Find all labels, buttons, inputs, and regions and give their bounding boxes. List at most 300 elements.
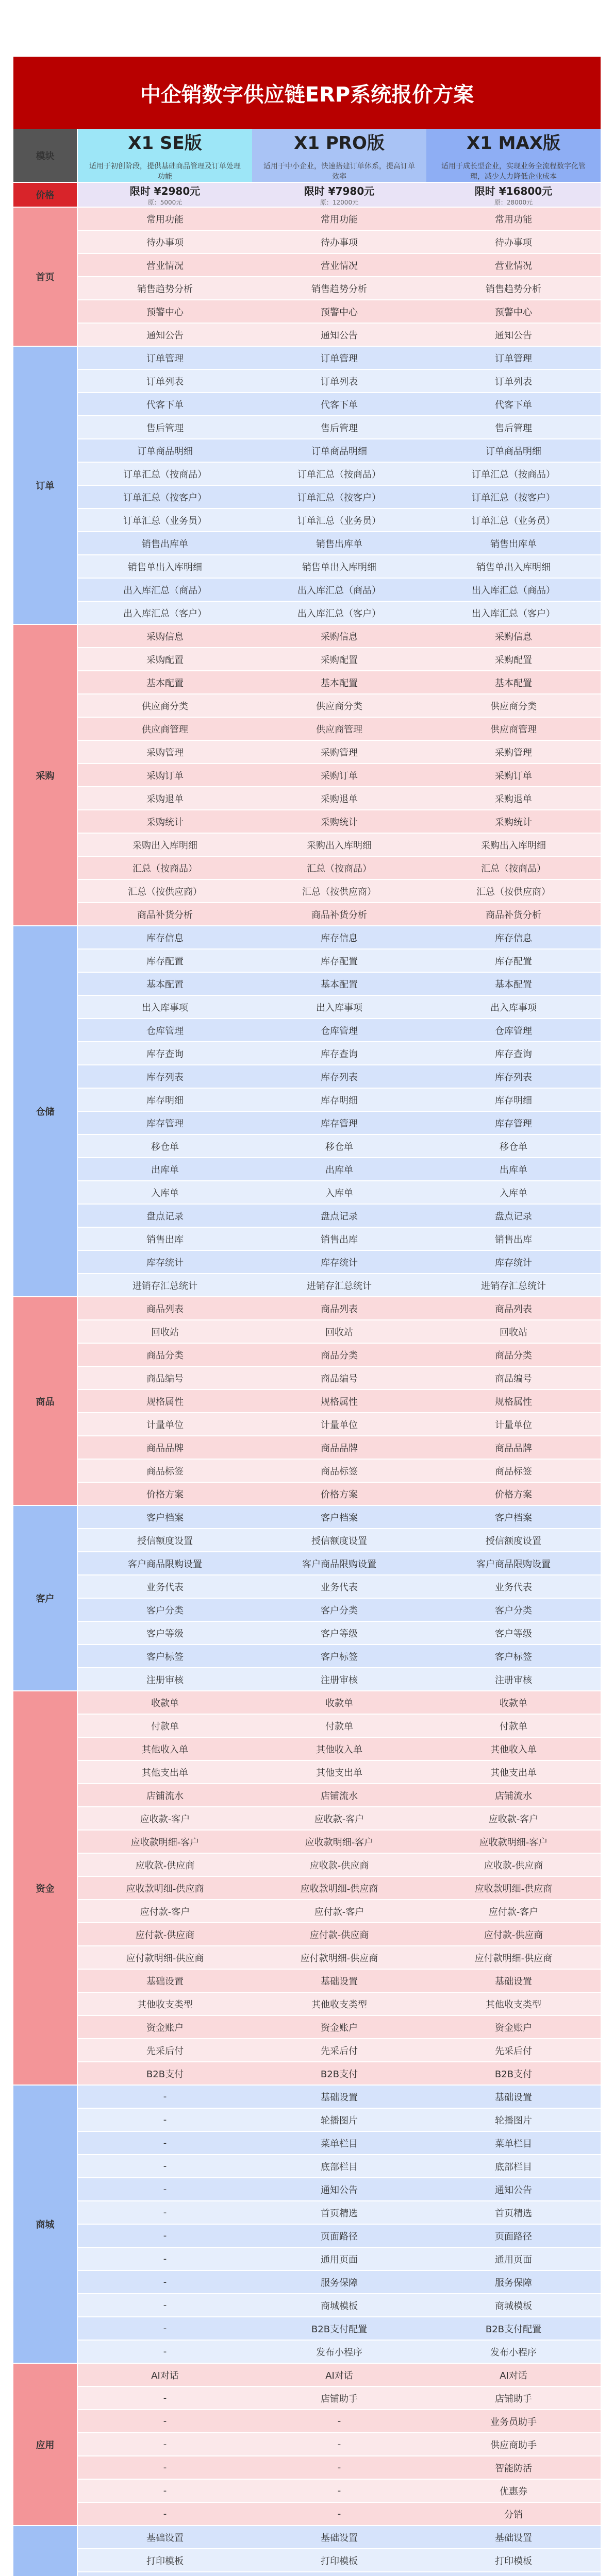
- feature-cell: 应付款明细-供应商: [426, 1946, 601, 1970]
- feature-cell: 基础设置: [426, 2526, 601, 2549]
- feature-cell: 常用功能: [252, 208, 426, 231]
- feature-cell: 基本配置: [78, 973, 252, 996]
- feature-cell: 商品分类: [426, 1344, 601, 1367]
- feature-cell: 采购统计: [426, 810, 601, 834]
- feature-cell: 首页精选: [252, 2201, 426, 2225]
- feature-cell: 销售单出入库明细: [78, 555, 252, 579]
- feature-cell: -: [78, 2503, 252, 2526]
- feature-cell: 汇总（按供应商）: [426, 880, 601, 903]
- feature-cell: -: [78, 2480, 252, 2503]
- feature-cell: 计量单位: [78, 1413, 252, 1436]
- feature-cell: 供应商管理: [78, 718, 252, 741]
- feature-row: [13, 973, 601, 996]
- feature-cell: 商品标签: [78, 1460, 252, 1483]
- feature-cell: 库存列表: [426, 1065, 601, 1089]
- feature-cell: 基础设置: [252, 2526, 426, 2549]
- feature-row: [13, 1946, 601, 1970]
- feature-cell: 店铺流水: [426, 1784, 601, 1807]
- feature-row: [13, 1761, 601, 1784]
- feature-cell: 订单商品明细: [252, 439, 426, 463]
- feature-cell: 汇总（按供应商）: [78, 880, 252, 903]
- feature-cell: 订单商品明细: [78, 439, 252, 463]
- feature-cell: AI对话: [252, 2364, 426, 2387]
- feature-cell: 其他收支类型: [78, 1993, 252, 2016]
- feature-cell: 采购配置: [252, 648, 426, 671]
- feature-row: [13, 1181, 601, 1205]
- feature-row: [13, 1784, 601, 1807]
- feature-cell: AI对话: [78, 2364, 252, 2387]
- feature-cell: 先采后付: [426, 2039, 601, 2062]
- feature-cell: 盘点记录: [426, 1205, 601, 1228]
- feature-cell: 业务代表: [78, 1575, 252, 1599]
- feature-cell: 盘点记录: [78, 1205, 252, 1228]
- feature-cell: 仓库管理: [252, 1019, 426, 1042]
- feature-cell: 库存列表: [252, 1065, 426, 1089]
- feature-cell: 库存查询: [426, 1042, 601, 1065]
- feature-cell: 商品品牌: [426, 1436, 601, 1460]
- feature-cell: 进销存汇总统计: [426, 1274, 601, 1297]
- feature-cell: 基础设置: [252, 1970, 426, 1993]
- feature-cell: 入库单: [252, 1181, 426, 1205]
- feature-cell: 商品补货分析: [426, 903, 601, 926]
- feature-row: [13, 2364, 601, 2387]
- feature-cell: -: [78, 2271, 252, 2294]
- feature-cell: 库存列表: [78, 1065, 252, 1089]
- feature-cell: 注册审核: [78, 1668, 252, 1691]
- feature-cell: 预警中心: [426, 300, 601, 324]
- feature-cell: 客户商品限购设置: [252, 1552, 426, 1575]
- feature-cell: 采购管理: [426, 741, 601, 764]
- feature-cell: 客户分类: [426, 1599, 601, 1622]
- feature-cell: 订单汇总（按商品）: [252, 463, 426, 486]
- feature-cell: 订单汇总（按客户）: [78, 486, 252, 509]
- module-label: 应用: [13, 2364, 78, 2526]
- feature-row: [13, 1089, 601, 1112]
- feature-row: [13, 1506, 601, 1529]
- feature-cell: 资金账户: [78, 2016, 252, 2039]
- feature-cell: 应收款明细-供应商: [426, 1877, 601, 1900]
- feature-cell: 销售趋势分析: [78, 277, 252, 300]
- feature-cell: 通用页面: [426, 2248, 601, 2271]
- feature-cell: 出入库汇总（客户）: [426, 602, 601, 625]
- feature-row: [13, 648, 601, 671]
- feature-cell: 订单商品明细: [426, 439, 601, 463]
- feature-cell: 采购配置: [78, 648, 252, 671]
- page-title: 中企销数字供应链ERP系统报价方案: [13, 57, 601, 129]
- feature-cell: 基本配置: [78, 671, 252, 694]
- feature-cell: 首页精选: [426, 2201, 601, 2225]
- feature-row: [13, 602, 601, 625]
- feature-cell: 供应商管理: [426, 718, 601, 741]
- price-header: 价格: [13, 183, 78, 208]
- feature-row: [13, 1042, 601, 1065]
- feature-row: [13, 555, 601, 579]
- feature-cell: 通用页面: [252, 2248, 426, 2271]
- feature-cell: 应付款-客户: [426, 1900, 601, 1923]
- feature-cell: 出库单: [426, 1158, 601, 1181]
- feature-cell: -: [78, 2317, 252, 2341]
- feature-row: [13, 1297, 601, 1320]
- feature-cell: 智能防活: [426, 2456, 601, 2480]
- feature-cell: 商品品牌: [252, 1436, 426, 1460]
- feature-cell: 商品标签: [252, 1460, 426, 1483]
- feature-cell: 应收款-客户: [252, 1807, 426, 1831]
- feature-row: [13, 1970, 601, 1993]
- feature-cell: 轮播图片: [426, 2109, 601, 2132]
- feature-cell: 出入库汇总（商品）: [78, 579, 252, 602]
- feature-row: [13, 393, 601, 416]
- feature-cell: 商品补货分析: [78, 903, 252, 926]
- price-pro: [252, 183, 426, 208]
- feature-cell: 订单管理: [78, 347, 252, 370]
- feature-cell: 回收站: [426, 1320, 601, 1344]
- feature-cell: -: [78, 2109, 252, 2132]
- feature-cell: 代客下单: [78, 393, 252, 416]
- module-label: 资金: [13, 1691, 78, 2086]
- feature-cell: 客户商品限购设置: [426, 1552, 601, 1575]
- plan-name: X1 PRO版: [294, 133, 385, 154]
- feature-cell: 预警中心: [78, 300, 252, 324]
- feature-row: [13, 1065, 601, 1089]
- feature-cell: -: [78, 2086, 252, 2109]
- feature-cell: 采购退单: [252, 787, 426, 810]
- feature-cell: 商品分类: [78, 1344, 252, 1367]
- feature-cell: 应付款-供应商: [426, 1923, 601, 1946]
- feature-cell: 供应商管理: [252, 718, 426, 741]
- feature-cell: 采购出入库明细: [252, 834, 426, 857]
- feature-cell: 菜单栏目: [426, 2132, 601, 2155]
- feature-cell: 页面路径: [252, 2225, 426, 2248]
- feature-cell: 应付款-客户: [78, 1900, 252, 1923]
- feature-cell: 其他支出单: [252, 1761, 426, 1784]
- feature-cell: 其他收入单: [426, 1738, 601, 1761]
- feature-cell: 收款单: [426, 1691, 601, 1715]
- feature-cell: 基本配置: [426, 671, 601, 694]
- feature-row: [13, 764, 601, 787]
- feature-cell: 先采后付: [78, 2039, 252, 2062]
- feature-cell: 代客下单: [426, 393, 601, 416]
- feature-cell: 售后管理: [252, 416, 426, 439]
- feature-cell: 进销存汇总统计: [78, 1274, 252, 1297]
- feature-cell: 采购出入库明细: [426, 834, 601, 857]
- feature-cell: 轮播图片: [252, 2109, 426, 2132]
- feature-cell: 商品编号: [252, 1367, 426, 1390]
- plan-pro: [252, 129, 426, 183]
- feature-cell: 基本配置: [426, 973, 601, 996]
- plan-name: X1 SE版: [128, 133, 202, 154]
- feature-cell: 入库单: [78, 1181, 252, 1205]
- feature-cell: 常用功能: [78, 208, 252, 231]
- price-original: 原：12000元: [320, 199, 359, 206]
- feature-row: [13, 1413, 601, 1436]
- feature-cell: 供应商分类: [78, 694, 252, 718]
- feature-cell: 应收款明细-客户: [426, 1831, 601, 1854]
- feature-row: [13, 231, 601, 254]
- feature-row: [13, 2248, 601, 2271]
- module-label: 订单: [13, 347, 78, 625]
- feature-cell: [252, 2572, 426, 2576]
- feature-cell: 店铺流水: [252, 1784, 426, 1807]
- feature-row: [13, 2526, 601, 2549]
- price-current: 限时 ¥2980元: [129, 185, 201, 197]
- feature-cell: 客户标签: [426, 1645, 601, 1668]
- feature-cell: 库存管理: [426, 1112, 601, 1135]
- feature-row: [13, 2016, 601, 2039]
- feature-cell: 订单汇总（业务员）: [252, 509, 426, 532]
- price-max: [426, 183, 601, 208]
- feature-cell: 仓库管理: [426, 1019, 601, 1042]
- feature-row: [13, 857, 601, 880]
- module-label: 商城: [13, 2086, 78, 2364]
- feature-row: [13, 2039, 601, 2062]
- feature-cell: 基础设置: [426, 2086, 601, 2109]
- plan-header-row: [13, 129, 601, 183]
- feature-cell: 采购订单: [252, 764, 426, 787]
- feature-row: [13, 2062, 601, 2086]
- feature-cell: 出库单: [78, 1158, 252, 1181]
- feature-cell: 页面路径: [426, 2225, 601, 2248]
- feature-row: [13, 439, 601, 463]
- feature-row: [13, 1367, 601, 1390]
- feature-cell: 价格方案: [252, 1483, 426, 1506]
- feature-cell: B2B支付: [252, 2062, 426, 2086]
- feature-cell: 业务代表: [252, 1575, 426, 1599]
- feature-row: [13, 208, 601, 231]
- feature-cell: 采购管理: [78, 741, 252, 764]
- feature-cell: 通知公告: [252, 2178, 426, 2201]
- feature-cell: 采购管理: [252, 741, 426, 764]
- feature-cell: 预警中心: [252, 300, 426, 324]
- feature-cell: 服务保障: [426, 2271, 601, 2294]
- feature-cell: 商品列表: [78, 1297, 252, 1320]
- feature-cell: -: [252, 2410, 426, 2433]
- feature-cell: 出入库汇总（商品）: [252, 579, 426, 602]
- feature-cell: 出入库汇总（客户）: [252, 602, 426, 625]
- feature-cell: 商品列表: [426, 1297, 601, 1320]
- feature-cell: 客户档案: [252, 1506, 426, 1529]
- feature-cell: 库存查询: [252, 1042, 426, 1065]
- feature-cell: 分销: [426, 2503, 601, 2526]
- feature-cell: 汇总（按商品）: [252, 857, 426, 880]
- feature-cell: [78, 2572, 252, 2576]
- feature-cell: 销售趋势分析: [426, 277, 601, 300]
- feature-cell: 出库单: [252, 1158, 426, 1181]
- feature-row: [13, 2086, 601, 2109]
- feature-cell: 其他收支类型: [252, 1993, 426, 2016]
- feature-cell: 应付款明细-供应商: [252, 1946, 426, 1970]
- feature-row: [13, 2456, 601, 2480]
- feature-row: [13, 2294, 601, 2317]
- feature-cell: 库存明细: [252, 1089, 426, 1112]
- feature-cell: 打印模板: [78, 2549, 252, 2572]
- feature-row: [13, 2410, 601, 2433]
- feature-cell: 规格属性: [426, 1390, 601, 1413]
- feature-row: [13, 324, 601, 347]
- feature-row: [13, 718, 601, 741]
- feature-cell: 规格属性: [78, 1390, 252, 1413]
- feature-cell: 通知公告: [426, 2178, 601, 2201]
- feature-cell: 通知公告: [426, 324, 601, 347]
- feature-row: [13, 2341, 601, 2364]
- feature-cell: 采购出入库明细: [78, 834, 252, 857]
- feature-cell: 资金账户: [252, 2016, 426, 2039]
- feature-cell: 计量单位: [252, 1413, 426, 1436]
- feature-cell: 库存明细: [426, 1089, 601, 1112]
- price-row: [13, 183, 601, 208]
- feature-row: [13, 2387, 601, 2410]
- feature-cell: 待办事项: [426, 231, 601, 254]
- feature-cell: 付款单: [426, 1715, 601, 1738]
- feature-row: [13, 2178, 601, 2201]
- feature-cell: 库存信息: [426, 926, 601, 950]
- feature-cell: 出入库汇总（商品）: [426, 579, 601, 602]
- feature-row: [13, 2480, 601, 2503]
- feature-cell: 库存配置: [426, 950, 601, 973]
- feature-cell: 客户等级: [426, 1622, 601, 1645]
- feature-cell: 发布小程序: [426, 2341, 601, 2364]
- feature-row: [13, 2549, 601, 2572]
- feature-cell: 商品补货分析: [252, 903, 426, 926]
- feature-row: [13, 1923, 601, 1946]
- feature-cell: 客户分类: [252, 1599, 426, 1622]
- feature-cell: 销售单出入库明细: [426, 555, 601, 579]
- feature-row: [13, 1599, 601, 1622]
- feature-cell: 供应商助手: [426, 2433, 601, 2456]
- feature-row: [13, 1460, 601, 1483]
- feature-cell: 库存统计: [426, 1251, 601, 1274]
- feature-row: [13, 1251, 601, 1274]
- feature-cell: 出入库事项: [426, 996, 601, 1019]
- feature-cell: 移仓单: [252, 1135, 426, 1158]
- feature-cell: 汇总（按供应商）: [252, 880, 426, 903]
- feature-cell: 移仓单: [78, 1135, 252, 1158]
- feature-cell: -: [252, 2456, 426, 2480]
- feature-row: [13, 2271, 601, 2294]
- feature-cell: -: [252, 2480, 426, 2503]
- feature-cell: 应付款-客户: [252, 1900, 426, 1923]
- feature-cell: 店铺助手: [426, 2387, 601, 2410]
- feature-cell: 采购退单: [426, 787, 601, 810]
- feature-row: [13, 2503, 601, 2526]
- feature-cell: 打印模板: [252, 2549, 426, 2572]
- feature-cell: 库存管理: [252, 1112, 426, 1135]
- feature-cell: 业务员助手: [426, 2410, 601, 2433]
- feature-cell: B2B支付: [426, 2062, 601, 2086]
- feature-cell: 采购统计: [78, 810, 252, 834]
- feature-cell: 库存配置: [252, 950, 426, 973]
- feature-cell: 库存明细: [78, 1089, 252, 1112]
- feature-cell: -: [78, 2248, 252, 2271]
- feature-row: [13, 347, 601, 370]
- feature-cell: 授信额度设置: [426, 1529, 601, 1552]
- feature-row: [13, 694, 601, 718]
- feature-row: [13, 1320, 601, 1344]
- pricing-page: [0, 57, 614, 2576]
- feature-row: [13, 1668, 601, 1691]
- feature-cell: 应收款-供应商: [252, 1854, 426, 1877]
- feature-row: [13, 1691, 601, 1715]
- feature-cell: 商品编号: [78, 1367, 252, 1390]
- feature-cell: 基础设置: [78, 2526, 252, 2549]
- feature-cell: 营业情况: [426, 254, 601, 277]
- feature-row: [13, 1854, 601, 1877]
- feature-cell: 其他收支类型: [426, 1993, 601, 2016]
- feature-cell: 店铺流水: [78, 1784, 252, 1807]
- feature-cell: 入库单: [426, 1181, 601, 1205]
- feature-row: [13, 1575, 601, 1599]
- feature-row: [13, 579, 601, 602]
- feature-cell: 业务代表: [426, 1575, 601, 1599]
- feature-cell: 应付款-供应商: [78, 1923, 252, 1946]
- feature-cell: 销售出库: [252, 1228, 426, 1251]
- module-label: 首页: [13, 208, 78, 347]
- feature-row: [13, 2155, 601, 2178]
- module-label: [13, 2526, 78, 2576]
- feature-row: [13, 300, 601, 324]
- plan-desc: 适用于成长型企业，实现业务全流程数字化管理，减少人力降低企业成本: [441, 162, 586, 181]
- feature-row: [13, 1738, 601, 1761]
- feature-cell: 通知公告: [78, 324, 252, 347]
- module-label: 采购: [13, 625, 78, 926]
- feature-cell: 订单列表: [426, 370, 601, 393]
- feature-cell: 回收站: [252, 1320, 426, 1344]
- feature-cell: B2B支付: [78, 2062, 252, 2086]
- feature-row: [13, 903, 601, 926]
- feature-cell: 仓库管理: [78, 1019, 252, 1042]
- feature-row: [13, 1552, 601, 1575]
- feature-cell: 客户等级: [78, 1622, 252, 1645]
- feature-cell: 其他收入单: [252, 1738, 426, 1761]
- feature-cell: 销售出库: [426, 1228, 601, 1251]
- feature-cell: 采购信息: [252, 625, 426, 648]
- plan-desc: 适用于中小企业，快速搭建订单体系，提高订单效率: [263, 162, 415, 181]
- feature-cell: 订单汇总（按商品）: [78, 463, 252, 486]
- feature-row: [13, 1807, 601, 1831]
- feature-cell: -: [78, 2201, 252, 2225]
- feature-cell: 客户标签: [78, 1645, 252, 1668]
- feature-cell: 其他支出单: [78, 1761, 252, 1784]
- feature-cell: 底部栏目: [426, 2155, 601, 2178]
- feature-cell: 代客下单: [252, 393, 426, 416]
- feature-cell: 采购信息: [426, 625, 601, 648]
- feature-cell: -: [78, 2341, 252, 2364]
- feature-cell: 采购订单: [78, 764, 252, 787]
- feature-cell: 订单汇总（业务员）: [426, 509, 601, 532]
- feature-row: [13, 1112, 601, 1135]
- pricing-table: [13, 129, 601, 2576]
- feature-cell: B2B支付配置: [426, 2317, 601, 2341]
- feature-cell: 订单汇总（按客户）: [252, 486, 426, 509]
- feature-row: [13, 1993, 601, 2016]
- feature-row: [13, 1205, 601, 1228]
- feature-cell: 常用功能: [426, 208, 601, 231]
- feature-cell: 客户标签: [252, 1645, 426, 1668]
- feature-cell: 供应商分类: [426, 694, 601, 718]
- feature-cell: -: [252, 2433, 426, 2456]
- feature-cell: 汇总（按商品）: [426, 857, 601, 880]
- module-label: 商品: [13, 1297, 78, 1506]
- feature-cell: 出入库汇总（客户）: [78, 602, 252, 625]
- feature-cell: 资金账户: [426, 2016, 601, 2039]
- feature-cell: 商城模板: [426, 2294, 601, 2317]
- feature-cell: 待办事项: [252, 231, 426, 254]
- feature-row: [13, 1274, 601, 1297]
- feature-cell: 订单汇总（业务员）: [78, 509, 252, 532]
- feature-row: [13, 810, 601, 834]
- plan-name: X1 MAX版: [466, 133, 561, 154]
- feature-row: [13, 254, 601, 277]
- feature-row: [13, 2317, 601, 2341]
